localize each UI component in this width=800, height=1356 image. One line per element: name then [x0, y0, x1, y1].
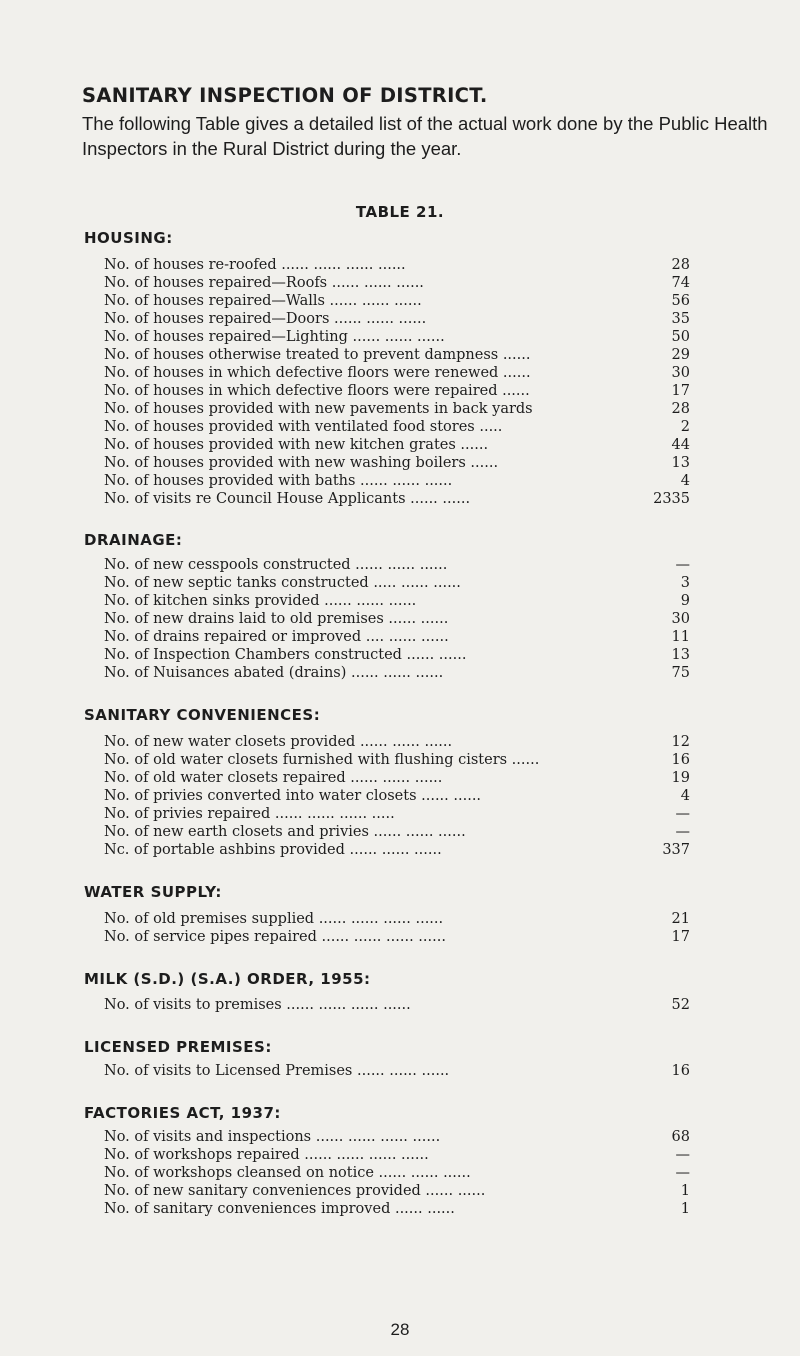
row-value: 56	[671, 293, 690, 309]
table-row	[104, 292, 690, 310]
table-row	[104, 928, 690, 946]
section-heading-factories-act: FACTORIES ACT, 1937:	[84, 1104, 281, 1122]
page-title: SANITARY INSPECTION OF DISTRICT.	[82, 84, 488, 107]
row-value: 1	[680, 1183, 690, 1199]
row-value: 75	[671, 665, 690, 681]
row-value: 19	[671, 770, 690, 786]
row-label: No. of visits re Council House Applicants ...... ......	[104, 491, 471, 507]
row-value: 17	[671, 929, 690, 945]
row-label: No. of workshops repaired ...... ...... ...... ......	[104, 1147, 429, 1163]
row-label: No. of Inspection Chambers constructed ...... ......	[104, 647, 467, 663]
table-row	[104, 805, 690, 823]
row-label: No. of kitchen sinks provided ...... ...... ......	[104, 593, 417, 609]
table-row	[104, 574, 690, 592]
row-value: 28	[671, 257, 690, 273]
row-value: 13	[671, 647, 690, 663]
row-label: No. of old water closets furnished with flushing cisters ......	[104, 752, 540, 768]
row-label: No. of houses repaired—Walls ...... ...... ......	[104, 293, 422, 309]
row-value: 13	[671, 455, 690, 471]
row-value: 16	[671, 1063, 690, 1079]
row-label: Nc. of portable ashbins provided ...... ...... ......	[104, 842, 442, 858]
row-label: No. of houses provided with new pavements in back yards	[104, 401, 533, 417]
table-row	[104, 436, 690, 454]
table-row	[104, 628, 690, 646]
row-label: No. of houses repaired—Doors ...... ...... ......	[104, 311, 427, 327]
row-value: 74	[671, 275, 690, 291]
row-value: 68	[671, 1129, 690, 1145]
row-value: —	[675, 1165, 690, 1181]
table-row	[104, 1200, 690, 1218]
row-label: No. of new sanitary conveniences provided ...... ......	[104, 1183, 486, 1199]
row-label: No. of workshops cleansed on notice ...... ...... ......	[104, 1165, 471, 1181]
row-value: 337	[662, 842, 690, 858]
table-row	[104, 1182, 690, 1200]
table-row	[104, 751, 690, 769]
table-row	[104, 1146, 690, 1164]
table-row	[104, 1164, 690, 1182]
section-heading-licensed-premises: LICENSED PREMISES:	[84, 1038, 272, 1056]
table-row	[104, 1062, 690, 1080]
row-label: No. of houses provided with new washing boilers ......	[104, 455, 499, 471]
row-label: No. of houses repaired—Lighting ...... ...... ......	[104, 329, 445, 345]
row-label: No. of privies converted into water closets ...... ......	[104, 788, 482, 804]
table-row	[104, 346, 690, 364]
table-row	[104, 996, 690, 1014]
row-label: No. of houses otherwise treated to prevent dampness ......	[104, 347, 531, 363]
table-title: TABLE 21.	[355, 203, 445, 221]
row-label: No. of drains repaired or improved .... ...... ......	[104, 629, 449, 645]
table-row	[104, 1128, 690, 1146]
row-value: 11	[671, 629, 690, 645]
row-value: 44	[671, 437, 690, 453]
row-value: 29	[671, 347, 690, 363]
row-value: —	[675, 557, 690, 573]
table-row	[104, 364, 690, 382]
row-label: No. of houses in which defective floors were repaired ......	[104, 383, 530, 399]
row-label: No. of sanitary conveniences improved ...... ......	[104, 1201, 455, 1217]
row-value: —	[675, 806, 690, 822]
row-value: 21	[671, 911, 690, 927]
row-label: No. of Nuisances abated (drains) ...... ...... ......	[104, 665, 444, 681]
row-value: —	[675, 824, 690, 840]
section-heading-drainage: DRAINAGE:	[84, 531, 183, 549]
row-value: 50	[671, 329, 690, 345]
row-value: 1	[680, 1201, 690, 1217]
section-heading-sanitary-conveniences: SANITARY CONVENIENCES:	[84, 706, 321, 724]
row-label: No. of new septic tanks constructed ..... ...... ......	[104, 575, 461, 591]
row-label: No. of new drains laid to old premises ...... ......	[104, 611, 449, 627]
table-row	[104, 556, 690, 574]
row-label: No. of old water closets repaired ...... ...... ......	[104, 770, 443, 786]
row-label: No. of visits to premises ...... ...... ...... ......	[104, 997, 411, 1013]
section-heading-housing: HOUSING:	[84, 229, 173, 247]
row-value: 52	[671, 997, 690, 1013]
row-value: 12	[671, 734, 690, 750]
row-value: 4	[680, 473, 690, 489]
table-row	[104, 592, 690, 610]
row-label: No. of old premises supplied ...... ...... ...... ......	[104, 911, 444, 927]
table-row	[104, 610, 690, 628]
row-label: No. of houses provided with baths ...... ...... ......	[104, 473, 453, 489]
table-row	[104, 841, 690, 859]
row-label: No. of new earth closets and privies ...... ...... ......	[104, 824, 466, 840]
table-row	[104, 787, 690, 805]
section-heading-milk-order: MILK (S.D.) (S.A.) ORDER, 1955:	[84, 970, 371, 988]
row-value: 30	[671, 365, 690, 381]
table-row	[104, 769, 690, 787]
table-row	[104, 274, 690, 292]
row-value: 4	[680, 788, 690, 804]
table-row	[104, 733, 690, 751]
page-number: 28	[390, 1320, 410, 1339]
table-row	[104, 823, 690, 841]
table-row	[104, 382, 690, 400]
row-label: No. of houses in which defective floors were renewed ......	[104, 365, 531, 381]
row-value: 30	[671, 611, 690, 627]
row-value: 9	[680, 593, 690, 609]
row-value: —	[675, 1147, 690, 1163]
row-label: No. of visits to Licensed Premises ...... ...... ......	[104, 1063, 450, 1079]
table-row	[104, 256, 690, 274]
row-value: 17	[671, 383, 690, 399]
row-label: No. of new water closets provided ...... ...... ......	[104, 734, 453, 750]
row-label: No. of visits and inspections ...... ...... ...... ......	[104, 1129, 441, 1145]
intro-paragraph: The following Table gives a detailed list of the actual work done by the Public Health Inspectors in the Rural District during the year.	[82, 113, 768, 159]
row-value: 35	[671, 311, 690, 327]
row-label: No. of privies repaired ...... ...... ...... .....	[104, 806, 395, 822]
table-row	[104, 400, 690, 418]
row-value: 3	[680, 575, 690, 591]
row-label: No. of houses re-roofed ...... ...... ...... ......	[104, 257, 406, 273]
row-value: 28	[671, 401, 690, 417]
row-label: No. of new cesspools constructed ...... ...... ......	[104, 557, 448, 573]
row-value: 2	[680, 419, 690, 435]
table-row	[104, 472, 690, 490]
section-heading-water-supply: WATER SUPPLY:	[84, 883, 222, 901]
table-row	[104, 418, 690, 436]
table-row	[104, 490, 690, 508]
row-label: No. of houses provided with new kitchen grates ......	[104, 437, 489, 453]
table-row	[104, 454, 690, 472]
row-label: No. of houses repaired—Roofs ...... ...... ......	[104, 275, 424, 291]
row-value: 16	[671, 752, 690, 768]
table-row	[104, 328, 690, 346]
row-label: No. of service pipes repaired ...... ...... ...... ......	[104, 929, 446, 945]
row-value: 2335	[653, 491, 690, 507]
table-row	[104, 664, 690, 682]
row-label: No. of houses provided with ventilated food stores .....	[104, 419, 503, 435]
table-row	[104, 910, 690, 928]
table-row	[104, 310, 690, 328]
table-row	[104, 646, 690, 664]
